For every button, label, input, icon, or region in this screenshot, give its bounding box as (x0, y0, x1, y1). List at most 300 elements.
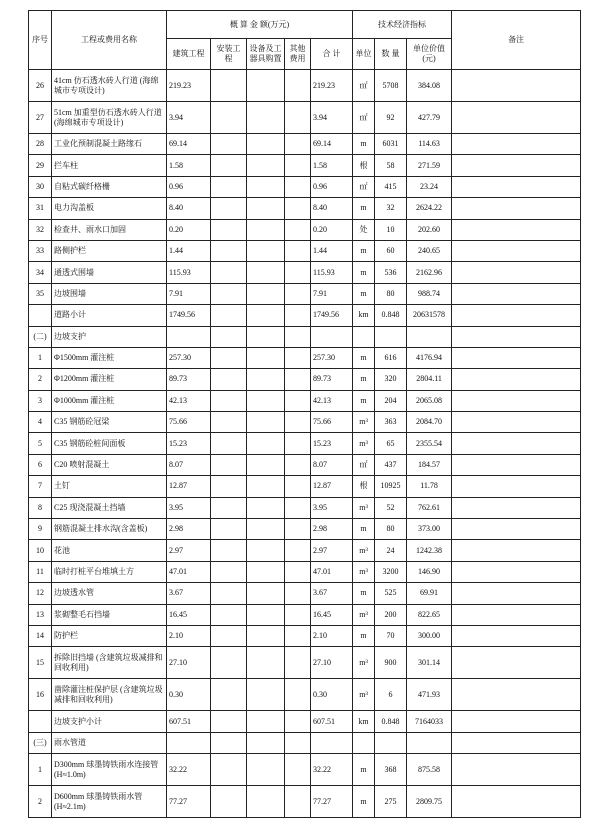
cell-construction: 219.23 (167, 70, 211, 102)
table-row (29, 625, 581, 646)
cell-equipment (247, 412, 285, 433)
cell-seq: 32 (29, 219, 52, 240)
cell-equipment (247, 625, 285, 646)
cell-construction: 15.23 (167, 433, 211, 454)
cell-unit-price: 427.79 (407, 102, 452, 134)
cell-remark (452, 176, 581, 197)
cell-other (285, 240, 311, 261)
cell-unit: m³ (353, 433, 375, 454)
cell-equipment (247, 583, 285, 604)
cell-total: 0.20 (311, 219, 353, 240)
table-row (29, 561, 581, 582)
cell-install (211, 625, 247, 646)
cell-install (211, 198, 247, 219)
cell-unit-price (407, 326, 452, 347)
cell-equipment (247, 134, 285, 155)
cell-construction: 1.58 (167, 155, 211, 176)
cell-seq: (三) (29, 732, 52, 753)
cell-remark (452, 604, 581, 625)
cell-equipment (247, 326, 285, 347)
cell-qty: 415 (375, 176, 407, 197)
cell-unit-price: 300.00 (407, 625, 452, 646)
cell-name: 钢筋混凝土排水沟(含盖板) (52, 519, 167, 540)
cell-install (211, 326, 247, 347)
cell-name: 防护栏 (52, 625, 167, 646)
cell-total: 8.07 (311, 454, 353, 475)
cell-unit-price: 875.58 (407, 754, 452, 786)
cell-unit-price: 4176.94 (407, 347, 452, 368)
cell-unit: m³ (353, 540, 375, 561)
cell-qty: 0.848 (375, 305, 407, 326)
cell-qty: 320 (375, 369, 407, 390)
budget-table (28, 10, 581, 818)
table-row (29, 679, 581, 711)
cell-unit-price: 2809.75 (407, 786, 452, 818)
cell-seq: 10 (29, 540, 52, 561)
cell-remark (452, 412, 581, 433)
cell-remark (452, 433, 581, 454)
cell-other (285, 754, 311, 786)
table-row (29, 155, 581, 176)
cell-total: 47.01 (311, 561, 353, 582)
cell-unit-price: 114.63 (407, 134, 452, 155)
cell-seq: 14 (29, 625, 52, 646)
cell-other (285, 155, 311, 176)
table-row (29, 433, 581, 454)
cell-unit-price: 69.91 (407, 583, 452, 604)
cell-unit: m (353, 583, 375, 604)
cell-install (211, 390, 247, 411)
cell-unit: m (353, 240, 375, 261)
table-row (29, 711, 581, 732)
cell-unit: 根 (353, 476, 375, 497)
cell-remark (452, 326, 581, 347)
cell-remark (452, 155, 581, 176)
cell-install (211, 262, 247, 283)
cell-total: 607.51 (311, 711, 353, 732)
cell-name: Φ1500mm 灌注桩 (52, 347, 167, 368)
cell-install (211, 412, 247, 433)
cell-seq: 8 (29, 497, 52, 518)
cell-equipment (247, 70, 285, 102)
cell-name: 临时打桩平台堆填土方 (52, 561, 167, 582)
cell-equipment (247, 561, 285, 582)
cell-other (285, 369, 311, 390)
cell-unit (353, 326, 375, 347)
cell-name: 雨水管道 (52, 732, 167, 753)
table-row (29, 283, 581, 304)
cell-unit-price: 146.90 (407, 561, 452, 582)
cell-seq: 1 (29, 347, 52, 368)
cell-install (211, 347, 247, 368)
cell-unit-price: 20631578 (407, 305, 452, 326)
cell-construction: 89.73 (167, 369, 211, 390)
cell-total: 8.40 (311, 198, 353, 219)
cell-equipment (247, 647, 285, 679)
cell-install (211, 679, 247, 711)
cell-unit: m (353, 283, 375, 304)
cell-unit: ㎡ (353, 454, 375, 475)
cell-unit-price: 271.59 (407, 155, 452, 176)
cell-other (285, 134, 311, 155)
cell-install (211, 732, 247, 753)
cell-equipment (247, 711, 285, 732)
cell-equipment (247, 369, 285, 390)
cell-name: 拦车柱 (52, 155, 167, 176)
cell-unit: m³ (353, 497, 375, 518)
cell-construction: 75.66 (167, 412, 211, 433)
cell-total: 1.44 (311, 240, 353, 261)
cell-construction: 0.96 (167, 176, 211, 197)
cell-equipment (247, 155, 285, 176)
cell-qty: 525 (375, 583, 407, 604)
cell-qty: 70 (375, 625, 407, 646)
cell-unit-price: 11.78 (407, 476, 452, 497)
cell-unit-price: 2162.96 (407, 262, 452, 283)
table-body (29, 70, 581, 818)
table-row (29, 732, 581, 753)
cell-qty: 0.848 (375, 711, 407, 732)
cell-qty: 24 (375, 540, 407, 561)
cell-remark (452, 283, 581, 304)
cell-total: 3.94 (311, 102, 353, 134)
cell-qty: 616 (375, 347, 407, 368)
cell-seq: 1 (29, 754, 52, 786)
cell-construction: 69.14 (167, 134, 211, 155)
table-row (29, 347, 581, 368)
cell-remark (452, 219, 581, 240)
cell-unit-price: 2065.08 (407, 390, 452, 411)
cell-other (285, 583, 311, 604)
cell-equipment (247, 497, 285, 518)
cell-remark (452, 390, 581, 411)
cell-name: 51cm 加重型仿石透水砖人行道 (海绵城市专项设计) (52, 102, 167, 134)
col-header-total: 合 计 (311, 39, 353, 70)
cell-seq: 28 (29, 134, 52, 155)
cell-unit: m (353, 786, 375, 818)
cell-construction: 8.07 (167, 454, 211, 475)
cell-install (211, 711, 247, 732)
table-row (29, 176, 581, 197)
cell-name: 花池 (52, 540, 167, 561)
cell-equipment (247, 433, 285, 454)
cell-construction: 27.10 (167, 647, 211, 679)
cell-unit-price: 7164033 (407, 711, 452, 732)
cell-unit: m³ (353, 604, 375, 625)
table-row (29, 647, 581, 679)
cell-unit: m (353, 625, 375, 646)
cell-qty: 6031 (375, 134, 407, 155)
cell-unit: 处 (353, 219, 375, 240)
cell-qty: 3200 (375, 561, 407, 582)
table-row (29, 583, 581, 604)
cell-construction: 2.97 (167, 540, 211, 561)
cell-name: Φ1200mm 灌注桩 (52, 369, 167, 390)
cell-remark (452, 476, 581, 497)
cell-total: 115.93 (311, 262, 353, 283)
cell-construction: 0.30 (167, 679, 211, 711)
col-group-budget: 概 算 金 额(万元) (167, 11, 353, 39)
table-row (29, 412, 581, 433)
cell-remark (452, 102, 581, 134)
cell-unit: m (353, 754, 375, 786)
cell-equipment (247, 476, 285, 497)
cell-name: 边坡透水管 (52, 583, 167, 604)
cell-other (285, 679, 311, 711)
cell-qty: 363 (375, 412, 407, 433)
cell-qty: 6 (375, 679, 407, 711)
cell-qty: 536 (375, 262, 407, 283)
col-header-qty: 数 量 (375, 39, 407, 70)
cell-construction: 0.20 (167, 219, 211, 240)
cell-unit-price: 23.24 (407, 176, 452, 197)
cell-qty: 52 (375, 497, 407, 518)
cell-unit: m (353, 519, 375, 540)
cell-seq: 16 (29, 679, 52, 711)
cell-seq: 2 (29, 786, 52, 818)
cell-seq: 11 (29, 561, 52, 582)
cell-construction: 47.01 (167, 561, 211, 582)
cell-remark (452, 70, 581, 102)
cell-qty: 200 (375, 604, 407, 625)
cell-construction: 32.22 (167, 754, 211, 786)
cell-construction: 2.10 (167, 625, 211, 646)
cell-construction: 115.93 (167, 262, 211, 283)
cell-install (211, 240, 247, 261)
cell-remark (452, 754, 581, 786)
cell-unit: m (353, 134, 375, 155)
cell-install (211, 519, 247, 540)
cell-total: 0.30 (311, 679, 353, 711)
cell-total: 257.30 (311, 347, 353, 368)
cell-qty: 275 (375, 786, 407, 818)
cell-construction (167, 326, 211, 347)
cell-total: 15.23 (311, 433, 353, 454)
cell-equipment (247, 786, 285, 818)
cell-unit-price: 384.08 (407, 70, 452, 102)
cell-unit: m³ (353, 561, 375, 582)
cell-construction: 7.91 (167, 283, 211, 304)
cell-total: 2.97 (311, 540, 353, 561)
cell-equipment (247, 283, 285, 304)
cell-construction: 12.87 (167, 476, 211, 497)
cell-install (211, 540, 247, 561)
cell-qty: 32 (375, 198, 407, 219)
cell-other (285, 102, 311, 134)
cell-other (285, 433, 311, 454)
cell-total: 1749.56 (311, 305, 353, 326)
col-group-tech: 技术经济指标 (353, 11, 452, 39)
cell-unit-price: 184.57 (407, 454, 452, 475)
cell-remark (452, 786, 581, 818)
cell-seq: 33 (29, 240, 52, 261)
cell-unit-price: 2624.22 (407, 198, 452, 219)
cell-total (311, 732, 353, 753)
col-header-equipment: 设备及工器具购置 (247, 39, 285, 70)
col-header-unit-price: 单位价值(元) (407, 39, 452, 70)
cell-seq: 6 (29, 454, 52, 475)
cell-seq (29, 711, 52, 732)
cell-remark (452, 347, 581, 368)
table-row (29, 198, 581, 219)
cell-construction: 3.94 (167, 102, 211, 134)
cell-other (285, 786, 311, 818)
cell-unit-price: 2355.54 (407, 433, 452, 454)
cell-seq: 9 (29, 519, 52, 540)
cell-construction: 3.95 (167, 497, 211, 518)
col-header-install: 安装工程 (211, 39, 247, 70)
table-row (29, 134, 581, 155)
cell-name: 土钉 (52, 476, 167, 497)
cell-total: 1.58 (311, 155, 353, 176)
cell-name: C25 现浇混凝土挡墙 (52, 497, 167, 518)
cell-total (311, 326, 353, 347)
cell-seq: 30 (29, 176, 52, 197)
cell-qty: 10925 (375, 476, 407, 497)
cell-total: 3.95 (311, 497, 353, 518)
cell-unit: ㎡ (353, 70, 375, 102)
cell-name: D300mm 球墨铸铁雨水连接管(H≈1.0m) (52, 754, 167, 786)
table-row (29, 102, 581, 134)
cell-name: 边坡围墙 (52, 283, 167, 304)
cell-unit-price: 301.14 (407, 647, 452, 679)
table-row (29, 476, 581, 497)
cell-remark (452, 305, 581, 326)
cell-other (285, 497, 311, 518)
cell-total: 69.14 (311, 134, 353, 155)
cell-seq: 5 (29, 433, 52, 454)
cell-name: Φ1000mm 灌注桩 (52, 390, 167, 411)
cell-equipment (247, 454, 285, 475)
table-row (29, 390, 581, 411)
cell-unit: m (353, 369, 375, 390)
cell-equipment (247, 198, 285, 219)
cell-total: 3.67 (311, 583, 353, 604)
cell-seq: 3 (29, 390, 52, 411)
cell-remark (452, 711, 581, 732)
cell-total: 16.45 (311, 604, 353, 625)
cell-name: C35 钢筋砼桩间面板 (52, 433, 167, 454)
table-row (29, 540, 581, 561)
cell-seq: 4 (29, 412, 52, 433)
cell-seq: 26 (29, 70, 52, 102)
cell-other (285, 70, 311, 102)
cell-equipment (247, 540, 285, 561)
cell-seq: 13 (29, 604, 52, 625)
cell-other (285, 390, 311, 411)
table-row (29, 305, 581, 326)
cell-seq: 2 (29, 369, 52, 390)
cell-remark (452, 561, 581, 582)
cell-qty: 900 (375, 647, 407, 679)
cell-other (285, 262, 311, 283)
cell-qty: 10 (375, 219, 407, 240)
cell-install (211, 561, 247, 582)
cell-install (211, 497, 247, 518)
cell-total: 219.23 (311, 70, 353, 102)
col-header-construction: 建筑工程 (167, 39, 211, 70)
cell-install (211, 754, 247, 786)
cell-unit-price: 762.61 (407, 497, 452, 518)
cell-other (285, 711, 311, 732)
cell-unit: m³ (353, 412, 375, 433)
cell-other (285, 540, 311, 561)
cell-qty: 80 (375, 283, 407, 304)
cell-install (211, 369, 247, 390)
cell-remark (452, 679, 581, 711)
cell-unit-price: 471.93 (407, 679, 452, 711)
cell-name: 边坡支护小计 (52, 711, 167, 732)
cell-other (285, 647, 311, 679)
cell-install (211, 454, 247, 475)
cell-seq: 35 (29, 283, 52, 304)
cell-total: 0.96 (311, 176, 353, 197)
cell-seq: 34 (29, 262, 52, 283)
cell-unit: m (353, 390, 375, 411)
cell-name: 道路小计 (52, 305, 167, 326)
cell-seq: (二) (29, 326, 52, 347)
cell-unit: m (353, 198, 375, 219)
cell-name: 浆砌整毛石挡墙 (52, 604, 167, 625)
cell-total: 75.66 (311, 412, 353, 433)
cell-seq: 15 (29, 647, 52, 679)
cell-install (211, 102, 247, 134)
cell-install (211, 155, 247, 176)
cell-equipment (247, 102, 285, 134)
cell-qty: 80 (375, 519, 407, 540)
cell-install (211, 433, 247, 454)
cell-unit: km (353, 305, 375, 326)
cell-install (211, 134, 247, 155)
cell-other (285, 476, 311, 497)
cell-other (285, 561, 311, 582)
cell-total: 2.98 (311, 519, 353, 540)
cell-equipment (247, 240, 285, 261)
cell-qty: 92 (375, 102, 407, 134)
cell-seq (29, 305, 52, 326)
cell-install (211, 786, 247, 818)
cell-equipment (247, 604, 285, 625)
cell-install (211, 647, 247, 679)
cell-install (211, 604, 247, 625)
cell-unit-price: 822.65 (407, 604, 452, 625)
cell-name: 边坡支护 (52, 326, 167, 347)
cell-name: 电力沟盖板 (52, 198, 167, 219)
cell-construction: 8.40 (167, 198, 211, 219)
cell-install (211, 176, 247, 197)
col-header-unit: 单位 (353, 39, 375, 70)
table-row (29, 369, 581, 390)
cell-unit: ㎡ (353, 102, 375, 134)
cell-seq: 31 (29, 198, 52, 219)
cell-equipment (247, 519, 285, 540)
cell-unit: km (353, 711, 375, 732)
cell-construction: 77.27 (167, 786, 211, 818)
cell-construction: 607.51 (167, 711, 211, 732)
cell-equipment (247, 732, 285, 753)
cell-qty: 437 (375, 454, 407, 475)
cell-install (211, 476, 247, 497)
cell-total: 7.91 (311, 283, 353, 304)
cell-qty (375, 732, 407, 753)
cell-construction: 257.30 (167, 347, 211, 368)
cell-other (285, 305, 311, 326)
cell-total: 12.87 (311, 476, 353, 497)
cell-name: 通透式围墙 (52, 262, 167, 283)
cell-remark (452, 369, 581, 390)
cell-construction (167, 732, 211, 753)
cell-other (285, 283, 311, 304)
